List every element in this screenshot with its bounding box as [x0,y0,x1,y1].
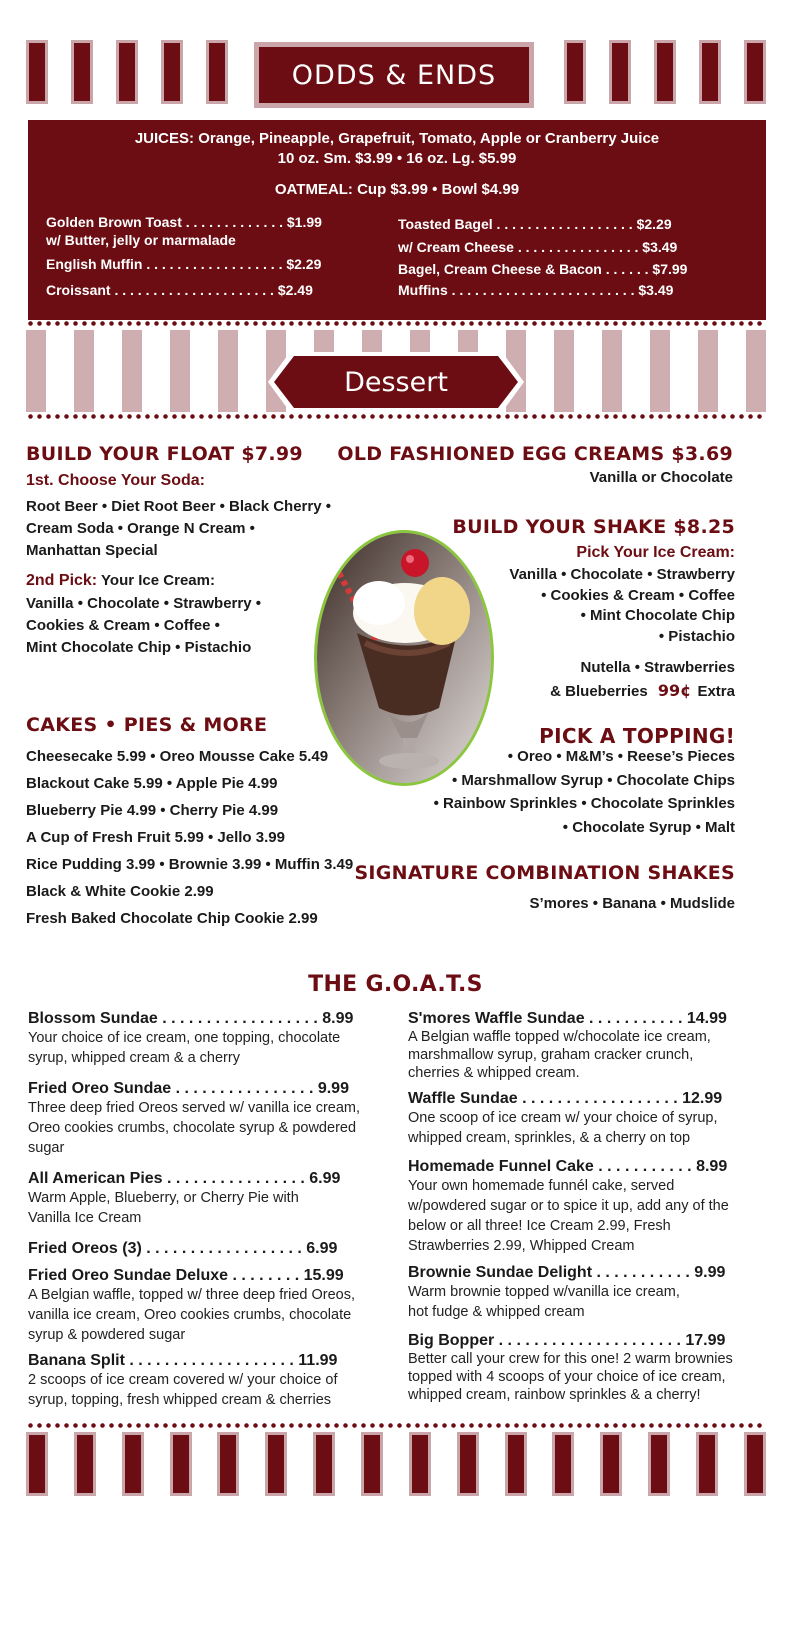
extra-suffix: Extra [693,683,735,700]
goat-desc: Better call your crew for this one! 2 warm brownies [408,1351,733,1367]
soda-options: Cream Soda • Orange N Cream • [26,520,255,537]
cakes-item: Fresh Baked Chocolate Chip Cookie 2.99 [26,910,318,927]
goat-item [28,1267,378,1345]
goat-name: Waffle Sundae . . . . . . . . . . . . . . . . . . 12.99 [408,1090,723,1107]
goat-desc: marshmallow syrup, graham cracker crunch, [408,1047,694,1063]
dotted-divider [26,1423,766,1428]
goat-item [408,1158,758,1256]
shake-options: • Mint Chocolate Chip [580,607,735,624]
goat-desc: below or all three! Ice Cream 2.99, Fresh [408,1218,671,1234]
goat-desc: Warm brownie topped w/vanilla ice cream, [408,1284,680,1300]
topping-options: • Marshmallow Syrup • Chocolate Chips [451,772,735,789]
goat-item [28,1352,378,1410]
stripe [696,1432,718,1496]
menu-item: Golden Brown Toast . . . . . . . . . . . . . $1.99 [46,214,322,230]
stripe [744,40,766,104]
goat-desc: Three deep fried Oreos served w/ vanilla ice cream, [28,1100,361,1116]
goat-item [408,1264,758,1322]
goat-desc: syrup, topping, fresh whipped cream & cherries [28,1392,332,1408]
stripe [26,1432,48,1496]
goat-desc: hot fudge & whipped cream [408,1304,585,1320]
stripe [602,330,622,412]
cakes-item: Rice Pudding 3.99 • Brownie 3.99 • Muffin 3.49 [26,856,354,873]
stripe [409,1432,431,1496]
goat-desc: whipped cream, rainbow sprinkles & a cherry! [408,1387,701,1403]
goat-name: Brownie Sundae Delight . . . . . . . . . . . 9.99 [408,1264,726,1281]
stripe [26,40,48,104]
goats-title: THE G.O.A.T.S [308,972,483,997]
goat-desc: 2 scoops of ice cream covered w/ your choice of [28,1372,338,1388]
menu-item: English Muffin . . . . . . . . . . . . . . . . . . $2.29 [46,256,322,272]
topping-options: • Rainbow Sprinkles • Chocolate Sprinkles [433,795,735,812]
shake-heading: BUILD YOUR SHAKE $8.25 [452,516,735,538]
goat-name: Fried Oreo Sundae . . . . . . . . . . . . . . . . 9.99 [28,1080,349,1097]
stripe [122,1432,144,1496]
stripe [71,40,93,104]
goat-desc: A Belgian waffle topped w/chocolate ice cream, [408,1029,711,1045]
cakes-item: A Cup of Fresh Fruit 5.99 • Jello 3.99 [26,829,285,846]
extra-price: 99¢ [657,681,692,700]
goat-item [28,1170,378,1228]
shake-pick-label: Pick Your Ice Cream: [576,544,735,561]
milkshake-photo [314,530,494,786]
menu-item-note: w/ Butter, jelly or marmalade [46,232,236,248]
stripe [313,1432,335,1496]
menu-item: Bagel, Cream Cheese & Bacon . . . . . . $7.99 [398,261,688,277]
goat-name: S'mores Waffle Sundae . . . . . . . . . . . 14.99 [408,1010,727,1027]
soda-options: Root Beer • Diet Root Beer • Black Cherry • [26,498,331,515]
stripe [457,1432,479,1496]
cakes-item: Cheesecake 5.99 • Oreo Mousse Cake 5.49 [26,748,329,765]
goat-item [28,1080,378,1158]
stripe [650,330,670,412]
stripe [648,1432,670,1496]
goat-desc: sugar [28,1140,65,1156]
goat-name: Fried Oreos (3) . . . . . . . . . . . . . . . . . . 6.99 [28,1240,338,1257]
juices-line: JUICES: Orange, Pineapple, Grapefruit, Tomato, Apple or Cranberry Juice [134,130,660,147]
stripe [698,330,718,412]
goat-name: Big Bopper . . . . . . . . . . . . . . . . . . . . . 17.99 [408,1332,726,1349]
stripe [746,330,766,412]
egg-creams-flavors: Vanilla or Chocolate [589,469,733,486]
stripe [116,40,138,104]
dessert-banner [268,352,524,412]
goat-desc: Your choice of ice cream, one topping, chocolate [28,1030,341,1046]
dessert-title: Dessert [344,366,448,398]
menu-item: w/ Cream Cheese . . . . . . . . . . . . . . . . $3.49 [398,239,678,255]
stripe [206,40,228,104]
stripe [74,330,94,412]
stripe [554,330,574,412]
menu-item: Toasted Bagel . . . . . . . . . . . . . . . . . . $2.29 [398,216,672,232]
dotted-divider [26,414,766,419]
goat-desc: w/powdered sugar or to spice it up, add any of the [408,1198,729,1214]
ice-cream-options: Mint Chocolate Chip • Pistachio [26,639,252,656]
stripe [265,1432,287,1496]
pick-label: 2nd Pick: [26,572,98,589]
milkshake-icon [317,533,494,786]
signature-flavors: S’mores • Banana • Mudslide [529,895,735,912]
cakes-item: Black & White Cookie 2.99 [26,883,214,900]
cakes-heading: CAKES • PIES & MORE [26,714,268,736]
stripe [217,1432,239,1496]
juices-prices: 10 oz. Sm. $3.99 • 16 oz. Lg. $5.99 [277,150,517,167]
goat-desc: Warm Apple, Blueberry, or Cherry Pie with [28,1190,299,1206]
goat-item [408,1010,758,1082]
cakes-item: Blueberry Pie 4.99 • Cherry Pie 4.99 [26,802,279,819]
stripe [74,1432,96,1496]
cakes-item: Blackout Cake 5.99 • Apple Pie 4.99 [26,775,278,792]
goat-name: Fried Oreo Sundae Deluxe . . . . . . . . 15.99 [28,1267,344,1284]
goat-item [28,1240,378,1258]
stripe [26,330,46,412]
stripe [552,1432,574,1496]
stripe [699,40,721,104]
goat-desc: Strawberries 2.99, Whipped Cream [408,1238,635,1254]
goat-item [408,1090,758,1148]
stripe [361,1432,383,1496]
stripe [564,40,586,104]
stripe [654,40,676,104]
menu-item: Muffins . . . . . . . . . . . . . . . . . . . . . . . . $3.49 [398,282,674,298]
signature-heading: SIGNATURE COMBINATION SHAKES [354,862,735,884]
odds-ends-title-box [254,42,534,108]
goat-desc: vanilla ice cream, Oreo cookies crumbs, chocolate [28,1307,352,1323]
shake-options: • Cookies & Cream • Coffee [541,587,735,604]
egg-creams-heading: OLD FASHIONED EGG CREAMS $3.69 [337,443,733,465]
stripe [218,330,238,412]
odds-ends-title: ODDS & ENDS [291,59,497,91]
menu-item: Croissant . . . . . . . . . . . . . . . . . . . . . $2.49 [46,282,313,298]
goat-desc: whipped cream, sprinkles, & a cherry on top [408,1130,691,1146]
pick-rest: Your Ice Cream: [97,572,215,589]
soda-label: 1st. Choose Your Soda: [26,472,205,489]
ice-cream-options: Vanilla • Chocolate • Strawberry • [26,595,261,612]
goat-desc: syrup & powdered sugar [28,1327,186,1343]
goat-item [408,1332,758,1404]
stripe [161,40,183,104]
stripe [600,1432,622,1496]
bottom-stripes [26,1432,766,1496]
shake-options: Vanilla • Chocolate • Strawberry [509,566,735,583]
stripe [170,1432,192,1496]
goat-name: Banana Split . . . . . . . . . . . . . . . . . . . 11.99 [28,1352,338,1369]
goat-name: Homemade Funnel Cake . . . . . . . . . . . 8.99 [408,1158,728,1175]
stripe [609,40,631,104]
stripe [170,330,190,412]
shake-extras: & Blueberries [550,683,648,700]
shake-options: • Pistachio [658,628,735,645]
goat-name: Blossom Sundae . . . . . . . . . . . . . . . . . . 8.99 [28,1010,354,1027]
goat-desc: Oreo cookies crumbs, chocolate syrup & powdered [28,1120,357,1136]
topping-options: • Oreo • M&M’s • Reese’s Pieces [507,748,735,765]
topping-heading: PICK A TOPPING! [539,724,735,748]
odds-ends-panel [28,120,766,320]
ice-cream-options: Cookies & Cream • Coffee • [26,617,220,634]
stripe [122,330,142,412]
oatmeal-line: OATMEAL: Cup $3.99 • Bowl $4.99 [274,181,520,198]
goat-desc: cherries & whipped cream. [408,1065,580,1081]
goat-desc: Vanilla Ice Cream [28,1210,142,1226]
ice-cream-label [26,570,215,592]
float-heading: BUILD YOUR FLOAT $7.99 [26,443,303,465]
goat-item [28,1010,378,1068]
stripe [744,1432,766,1496]
soda-options: Manhattan Special [26,542,158,559]
shake-extras: Nutella • Strawberries [580,659,735,676]
goat-desc: One scoop of ice cream w/ your choice of syrup, [408,1110,718,1126]
goat-name: All American Pies . . . . . . . . . . . . . . . . 6.99 [28,1170,341,1187]
dotted-divider [26,321,766,326]
goat-desc: topped with 4 scoops of your choice of ice cream, [408,1369,726,1385]
goat-desc: Your own homemade funnél cake, served [408,1178,675,1194]
stripe [505,1432,527,1496]
goat-desc: A Belgian waffle, topped w/ three deep fried Oreos, [28,1287,355,1303]
topping-options: • Chocolate Syrup • Malt [562,819,735,836]
shake-extras-line [550,680,735,703]
goat-desc: syrup, whipped cream & a cherry [28,1050,240,1066]
